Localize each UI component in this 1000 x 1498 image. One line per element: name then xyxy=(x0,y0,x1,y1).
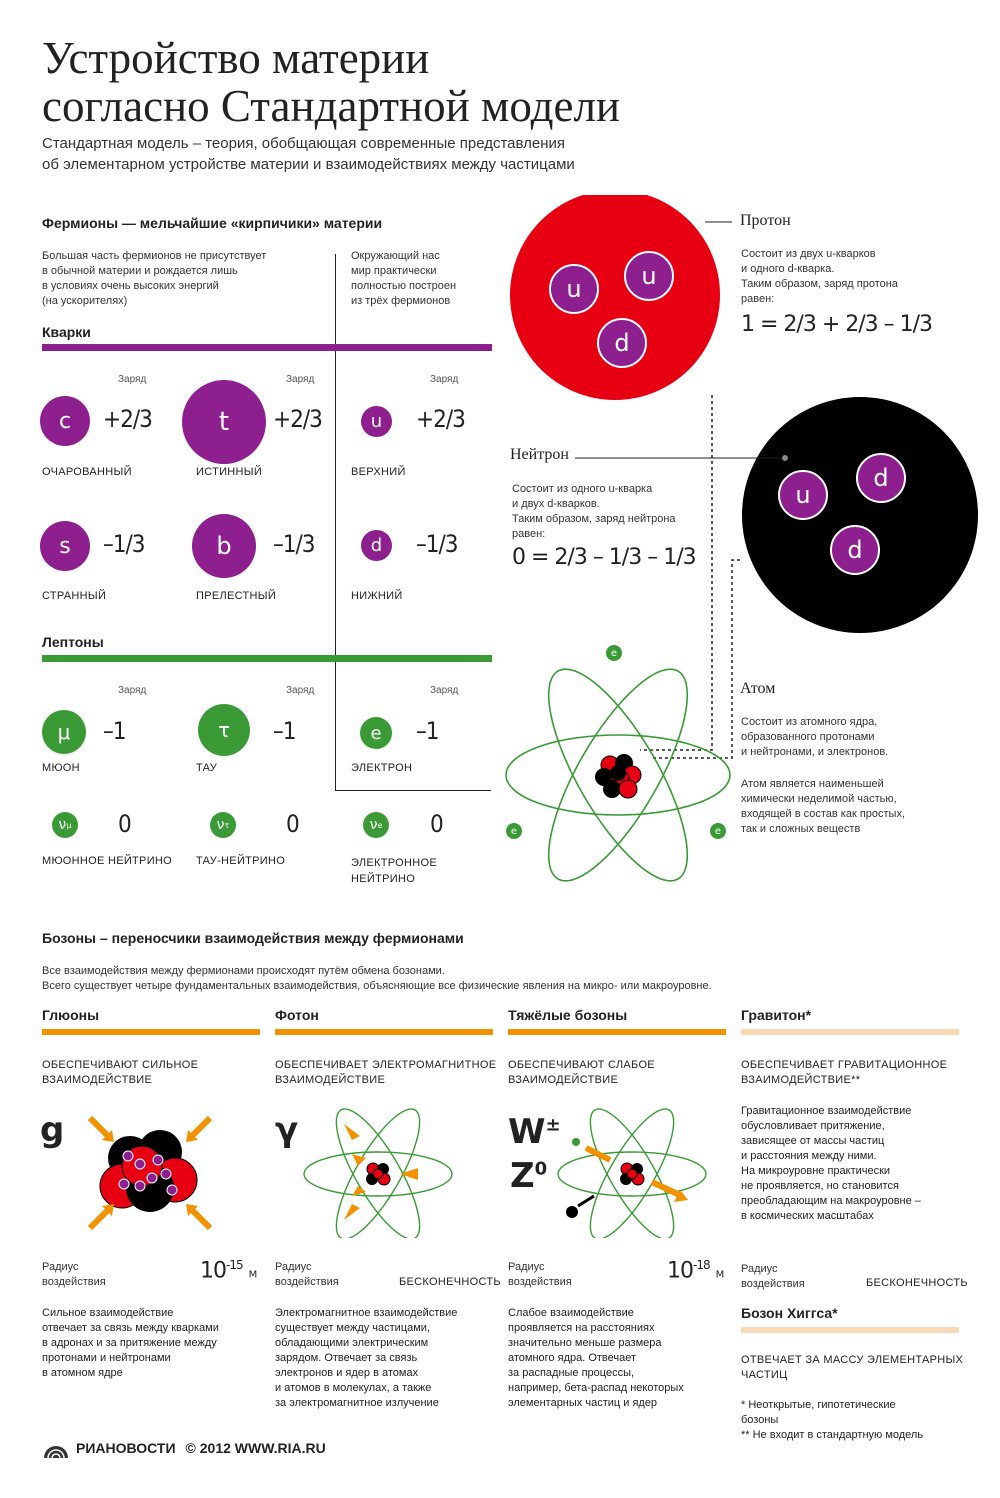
neutron-quark-d-icon: d xyxy=(856,453,906,503)
lepton-name: МЮОННОЕ НЕЙТРИНО xyxy=(42,855,172,867)
radius-base: 10 xyxy=(200,1258,226,1284)
desc-line: преобладающим на макроуровне – xyxy=(741,1195,921,1207)
desc-line: элементарных частиц и ядер xyxy=(508,1397,658,1409)
lepton-name: ТАУ xyxy=(196,762,218,774)
atom-electron-icon: e xyxy=(506,823,522,839)
desc-line: значительно меньше размера xyxy=(508,1337,662,1349)
neutrino-symbol: ν xyxy=(58,817,67,833)
muon-neutrino-icon xyxy=(52,812,78,838)
desc-line: и одного d-кварка. xyxy=(741,263,835,275)
role-line: ВЗАИМОДЕЙСТВИЕ** xyxy=(741,1074,861,1086)
bosons-heading: Бозоны – переносчики взаимодействия между фермионами xyxy=(42,930,464,946)
quark-charge: +2/3 xyxy=(103,405,152,433)
heavy-bosons-role xyxy=(508,1058,655,1088)
weak-illustration xyxy=(556,1108,716,1238)
weak-radius-value xyxy=(667,1258,723,1283)
lepton-name: МЮОН xyxy=(42,762,80,774)
neutron-circle xyxy=(742,397,978,633)
w-superscript: ± xyxy=(545,1114,561,1136)
intro-line: Все взаимодействия между фермионами происходят путём обмена бозонами. xyxy=(42,965,445,977)
footer-copyright: © 2012 WWW.RIA.RU xyxy=(185,1440,326,1456)
desc-line: Состоит из атомного ядра, xyxy=(741,716,878,728)
gluon-radius-label xyxy=(42,1260,106,1290)
weak-radius-label xyxy=(508,1260,572,1290)
photon-bar xyxy=(275,1029,493,1035)
desc-line: в адронах и за притяжение между xyxy=(42,1337,217,1349)
z-boson-symbol xyxy=(510,1156,547,1196)
leptons-heading: Лептоны xyxy=(42,634,104,650)
subtitle-line-1: Стандартная модель – теория, обобщающая современные представления xyxy=(42,135,566,152)
quark-b-icon: b xyxy=(192,514,256,578)
note-line: в обычной материи и рождается лишь xyxy=(42,265,238,277)
desc-line: существует между частицами, xyxy=(275,1322,431,1334)
quarks-bar xyxy=(42,344,492,351)
neutron-connector xyxy=(650,560,740,758)
desc-line: за распадные процессы, xyxy=(508,1367,635,1379)
quark-d-icon: d xyxy=(361,530,392,561)
boson-name-graviton: Гравитон* xyxy=(741,1007,812,1023)
quark-name: ПРЕЛЕСТНЫЙ xyxy=(196,590,277,602)
higgs-role xyxy=(741,1353,963,1383)
desc-line: Состоит из одного u-кварка xyxy=(512,483,653,495)
radius-exponent: -18 xyxy=(693,1258,710,1272)
role-line: ОТВЕЧАЕТ ЗА МАССУ ЭЛЕМЕНТАРНЫХ xyxy=(741,1354,964,1366)
neutron-label: Нейтрон xyxy=(510,446,569,463)
radius-label-line: воздействия xyxy=(275,1276,339,1288)
gluons-bar xyxy=(42,1029,260,1035)
desc-line: атомного ядра. Отвечает xyxy=(508,1352,637,1364)
desc-line: зарядом. Отвечает за связь xyxy=(275,1352,418,1364)
desc-line: Атом является наименьшей xyxy=(741,778,884,790)
footnotes xyxy=(741,1398,923,1443)
charge-label: Заряд xyxy=(286,374,315,385)
page-title xyxy=(42,34,620,130)
gluon-symbol: g xyxy=(40,1110,65,1150)
lepton-name xyxy=(351,855,437,887)
note-line: Большая часть фермионов не присутствует xyxy=(42,250,267,262)
proton-quark-u-icon: u xyxy=(549,264,599,314)
title-line-2: согласно Стандартной модели xyxy=(42,81,621,131)
column-divider xyxy=(335,254,336,790)
role-line: ОБЕСПЕЧИВАЕТ ЭЛЕКТРОМАГНИТНОЕ xyxy=(275,1059,497,1071)
note-line: полностью построен xyxy=(351,280,457,292)
quark-name: ОЧАРОВАННЫЙ xyxy=(42,466,132,478)
desc-line: так и сложных веществ xyxy=(741,823,861,835)
w-letter: W xyxy=(508,1112,546,1152)
neutrino-symbol: ν xyxy=(369,817,378,833)
role-line: ВЗАИМОДЕЙСТВИЕ xyxy=(42,1074,153,1086)
role-line: ОБЕСПЕЧИВАЮТ СЛАБОЕ xyxy=(508,1059,655,1071)
desc-line: зависящее от массы частиц xyxy=(741,1135,885,1147)
fermions-heading: Фермионы — мельчайшие «кирпичики» материи xyxy=(42,215,383,231)
desc-line: равен: xyxy=(512,528,546,540)
desc-line: Сильное взаимодействие xyxy=(42,1307,174,1319)
desc-line: Слабое взаимодействие xyxy=(508,1307,634,1319)
desc-line: равен: xyxy=(741,293,775,305)
boson-name-photon: Фотон xyxy=(275,1007,319,1023)
heavy-bosons-bar xyxy=(508,1029,726,1035)
role-line: ВЗАИМОДЕЙСТВИЕ xyxy=(275,1074,386,1086)
desc-line: за электромагнитное излучение xyxy=(275,1397,439,1409)
lepton-charge: 0 xyxy=(430,810,443,838)
footer xyxy=(42,1436,326,1460)
lepton-charge: –1 xyxy=(416,717,439,745)
lepton-name: ЭЛЕКТРОН xyxy=(351,762,413,774)
graviton-radius-label xyxy=(741,1262,805,1292)
desc-line: Состоит из двух u-кварков xyxy=(741,248,876,260)
graviton-role xyxy=(741,1058,947,1088)
role-line: ОБЕСПЕЧИВАЮТ СИЛЬНОЕ xyxy=(42,1059,199,1071)
gluons-role xyxy=(42,1058,198,1088)
lepton-charge: 0 xyxy=(118,810,131,838)
quark-charge: –1/3 xyxy=(416,530,458,558)
radius-label-line: воздействия xyxy=(508,1276,572,1288)
ria-logo-icon xyxy=(42,1436,72,1460)
radius-label-line: Радиус xyxy=(42,1261,79,1273)
role-line: ЧАСТИЦ xyxy=(741,1369,788,1381)
desc-line: в космических масштабах xyxy=(741,1210,874,1222)
role-line: ВЗАИМОДЕЙСТВИЕ xyxy=(508,1074,619,1086)
desc-line: и двух d-кварков. xyxy=(512,498,600,510)
photon-description xyxy=(275,1306,457,1411)
tau-neutrino-icon xyxy=(210,812,236,838)
footnote-line: * Неоткрытые, гипотетические xyxy=(741,1399,896,1411)
quark-name: ВЕРХНИЙ xyxy=(351,466,406,478)
desc-line: протонами и нейтронами xyxy=(42,1352,171,1364)
desc-line: проявляется на расстояниях xyxy=(508,1322,655,1334)
proton-label: Протон xyxy=(740,212,791,229)
neutrino-subscript: e xyxy=(377,820,383,830)
photon-symbol: γ xyxy=(275,1110,299,1150)
gluon-illustration xyxy=(80,1108,220,1238)
electron-icon: e xyxy=(360,717,392,749)
radius-label-line: воздействия xyxy=(42,1276,106,1288)
boson-name-gluons: Глюоны xyxy=(42,1007,100,1023)
atom-label: Атом xyxy=(740,680,776,697)
charge-label: Заряд xyxy=(286,685,315,696)
neutron-pointer-dot xyxy=(782,455,788,461)
note-line: в условиях очень высоких энергий xyxy=(42,280,219,292)
neutron-quark-u-icon: u xyxy=(778,470,828,520)
desc-line: Гравитационное взаимодействие xyxy=(741,1105,912,1117)
desc-line: не проявляется, но становится xyxy=(741,1180,899,1192)
radius-exponent: -15 xyxy=(226,1258,243,1272)
note-line: из трёх фермионов xyxy=(351,295,451,307)
radius-label-line: Радиус xyxy=(275,1261,312,1273)
weak-description xyxy=(508,1306,684,1411)
intro-line: Всего существует четыре фундаментальных взаимодействия, объясняющие все физические явления на микро- или макроуровне. xyxy=(42,980,712,992)
gluon-radius-value xyxy=(200,1258,256,1283)
quark-charge: +2/3 xyxy=(273,405,322,433)
role-line: ОБЕСПЕЧИВАЕТ ГРАВИТАЦИОННОЕ xyxy=(741,1059,948,1071)
proton-quark-u-icon: u xyxy=(624,251,674,301)
radius-label-line: воздействия xyxy=(741,1278,805,1290)
radius-label-line: Радиус xyxy=(508,1261,545,1273)
radius-unit: М xyxy=(715,1269,724,1281)
photon-illustration xyxy=(300,1108,460,1238)
quark-name: СТРАННЫЙ xyxy=(42,590,107,602)
quark-name: НИЖНИЙ xyxy=(351,590,403,602)
quark-name: ИСТИННЫЙ xyxy=(196,466,263,478)
quark-c-icon: c xyxy=(40,396,90,446)
charge-label: Заряд xyxy=(118,374,147,385)
quark-s-icon: s xyxy=(40,521,90,571)
fermions-note-right xyxy=(351,249,501,309)
quark-t-icon: t xyxy=(182,380,266,464)
w-boson-symbol xyxy=(508,1112,561,1152)
desc-line: образованного протонами xyxy=(741,731,875,743)
lepton-charge: –1 xyxy=(103,717,126,745)
desc-line: и атомов в молекулах, а также xyxy=(275,1382,432,1394)
fermions-note-left xyxy=(42,249,332,309)
charge-label: Заряд xyxy=(430,685,459,696)
graviton-description xyxy=(741,1104,921,1224)
desc-line: Таким образом, заряд протона xyxy=(741,278,898,290)
photon-radius-label xyxy=(275,1260,339,1290)
desc-line: например, бета-распад некоторых xyxy=(508,1382,684,1394)
leptons-bar xyxy=(42,655,492,662)
desc-line: электронов и ядер в атомах xyxy=(275,1367,419,1379)
footnote-line: ** Не входит в стандартную модель xyxy=(741,1429,924,1441)
gluon-description xyxy=(42,1306,219,1381)
proton-equation: 1 = 2/3 + 2/3 – 1/3 xyxy=(741,312,933,337)
quark-u-icon: u xyxy=(361,406,392,437)
desc-line: входящей в состав как простых, xyxy=(741,808,906,820)
desc-line: Таким образом, заряд нейтрона xyxy=(512,513,676,525)
photon-role xyxy=(275,1058,496,1088)
z-letter: Z xyxy=(510,1156,535,1196)
lepton-name-line: ЭЛЕКТРОННОЕ xyxy=(351,857,437,869)
note-line: (на ускорителях) xyxy=(42,295,128,307)
radius-base: 10 xyxy=(667,1258,693,1284)
neutrino-symbol: ν xyxy=(216,817,225,833)
title-line-1: Устройство материи xyxy=(42,33,430,83)
tau-icon: τ xyxy=(198,704,250,756)
boson-name-heavy: Тяжёлые бозоны xyxy=(508,1007,628,1023)
graviton-radius-value: БЕСКОНЕЧНОСТЬ xyxy=(866,1277,968,1289)
atom-description-2 xyxy=(741,777,905,837)
atom-electron-icon: e xyxy=(606,645,622,661)
quarks-heading: Кварки xyxy=(42,324,91,340)
proton-quark-d-icon: d xyxy=(597,318,647,368)
desc-line: Электромагнитное взаимодействие xyxy=(275,1307,458,1319)
electron-neutrino-icon xyxy=(363,812,389,838)
photon-radius-value: БЕСКОНЕЧНОСТЬ xyxy=(399,1276,501,1288)
muon-icon: μ xyxy=(42,710,86,754)
footnote-line: бозоны xyxy=(741,1414,779,1426)
desc-line: обусловливает притяжение, xyxy=(741,1120,885,1132)
page-subtitle xyxy=(42,133,682,175)
lepton-name-line: НЕЙТРИНО xyxy=(351,873,416,885)
proton-circle xyxy=(510,195,720,400)
quark-charge: –1/3 xyxy=(103,530,145,558)
desc-line: На микроуровне практически xyxy=(741,1165,891,1177)
proton-description xyxy=(741,247,898,307)
desc-line: и расстояния между ними. xyxy=(741,1150,877,1162)
neutron-quark-d-icon: d xyxy=(830,525,880,575)
desc-line: в атомном ядре xyxy=(42,1367,123,1379)
graviton-bar xyxy=(741,1029,959,1035)
lepton-charge: 0 xyxy=(286,810,299,838)
lepton-name: ТАУ-НЕЙТРИНО xyxy=(196,855,286,867)
lepton-charge: –1 xyxy=(273,717,296,745)
note-line: мир практически xyxy=(351,265,437,277)
desc-line: и нейтронами, и электронов. xyxy=(741,746,889,758)
neutrino-subscript: μ xyxy=(66,820,72,830)
neutrino-subscript: τ xyxy=(224,820,230,830)
atom-electron-icon: e xyxy=(710,823,726,839)
bosons-intro xyxy=(42,964,972,994)
proton-connector xyxy=(640,395,712,750)
charge-label: Заряд xyxy=(430,374,459,385)
desc-line: химически неделимой частью, xyxy=(741,793,897,805)
radius-unit: М xyxy=(248,1269,257,1281)
footer-brand: РИАНОВОСТИ xyxy=(76,1440,176,1456)
atom-description-1 xyxy=(741,715,888,760)
neutron-description xyxy=(512,482,676,542)
note-line: Окружающий нас xyxy=(351,250,440,262)
desc-line: отвечает за связь между кварками xyxy=(42,1322,219,1334)
higgs-heading: Бозон Хиггса* xyxy=(741,1305,838,1321)
atom-icon xyxy=(506,651,730,899)
higgs-bar xyxy=(741,1327,959,1333)
column-divider-bottom xyxy=(335,790,491,791)
z-superscript: 0 xyxy=(534,1158,548,1180)
subtitle-line-2: об элементарном устройстве материи и взаимодействиях между частицами xyxy=(42,156,575,173)
quark-charge: +2/3 xyxy=(416,405,465,433)
quark-charge: –1/3 xyxy=(273,530,315,558)
desc-line: обладающими электрическим xyxy=(275,1337,429,1349)
charge-label: Заряд xyxy=(118,685,147,696)
neutron-equation: 0 = 2/3 – 1/3 – 1/3 xyxy=(512,545,696,570)
radius-label-line: Радиус xyxy=(741,1263,778,1275)
